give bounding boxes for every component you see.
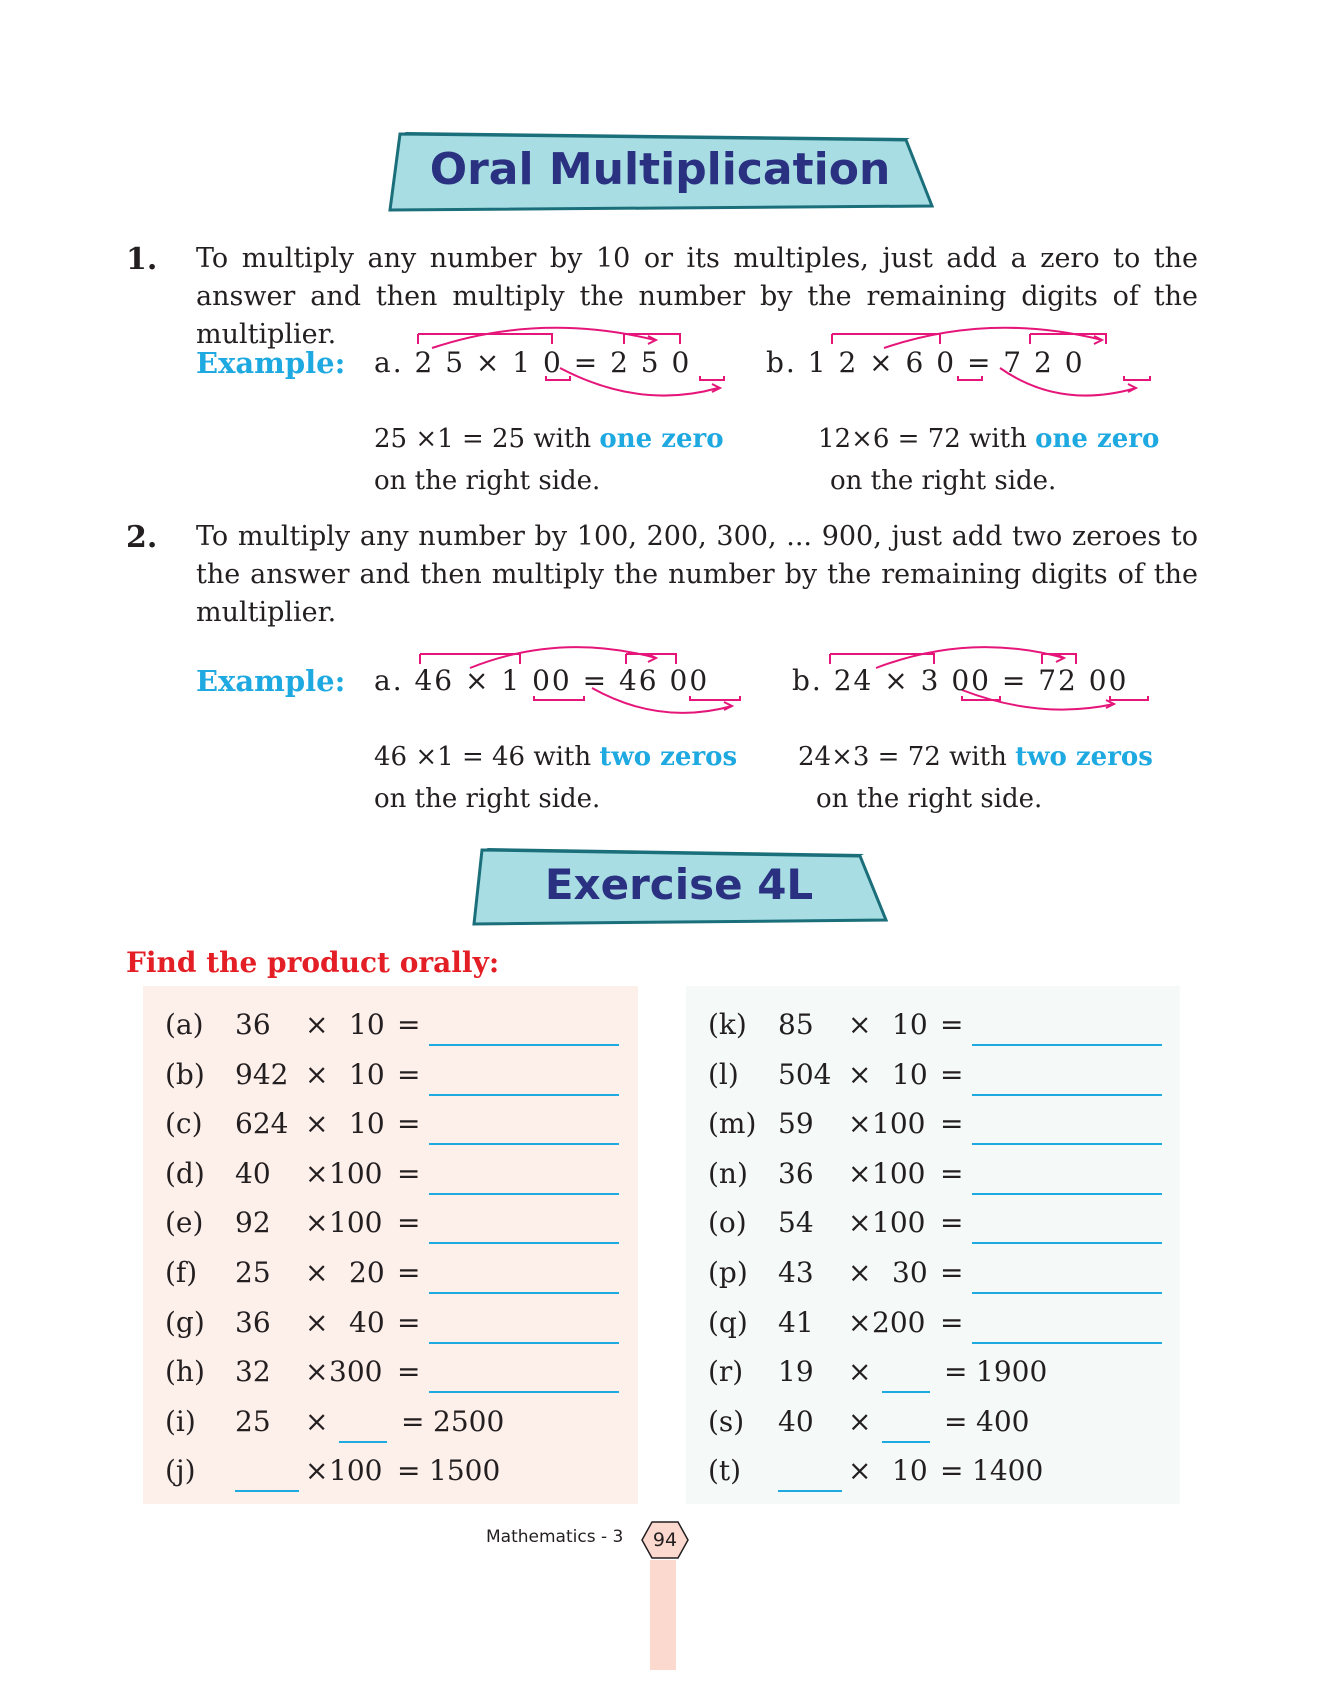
example-2b-expression: b. 24 × 3 00 = 72 00 — [792, 664, 1129, 697]
example-2a-expression: a. 46 × 1 00 = 46 00 — [374, 664, 710, 697]
multiplicand: 59 — [778, 1107, 814, 1141]
times-sign: × — [848, 1256, 872, 1289]
question-row — [686, 1151, 1166, 1201]
equals-sign: = — [940, 1008, 964, 1041]
question-label: (f) — [165, 1256, 198, 1289]
times-sign: × — [848, 1156, 872, 1190]
note-text: 46 ×1 = 46 with — [374, 742, 600, 772]
equals-sign: = — [940, 1305, 964, 1339]
times-sign: × — [305, 1404, 329, 1438]
note-highlight: one zero — [599, 424, 724, 454]
answer-blank[interactable] — [972, 1143, 1162, 1145]
question-row — [143, 1300, 623, 1350]
equals-sign: = — [401, 1404, 425, 1438]
multiplicand: 25 — [235, 1404, 271, 1438]
exercise-instruction: Find the product orally: — [126, 946, 500, 979]
rule-2-number: 2. — [126, 520, 158, 555]
question-row — [686, 1300, 1166, 1350]
times-sign: × — [305, 1008, 329, 1041]
times-sign: × — [305, 1107, 329, 1141]
multiplier: 10 — [892, 1057, 928, 1091]
exercise-title: Exercise 4L — [544, 860, 814, 909]
multiplicand: 85 — [778, 1008, 814, 1041]
multiplicand: 942 — [235, 1057, 289, 1091]
question-label: (o) — [708, 1206, 747, 1240]
question-label: (i) — [165, 1404, 196, 1438]
question-label: (k) — [708, 1008, 747, 1041]
answer-blank[interactable] — [972, 1342, 1162, 1344]
note-text: on the right side. — [374, 784, 601, 814]
question-label: (h) — [165, 1355, 205, 1389]
multiplier-blank[interactable] — [882, 1441, 930, 1443]
multiplicand: 624 — [235, 1107, 289, 1141]
equals-sign: = — [397, 1305, 421, 1339]
question-label: (j) — [165, 1454, 196, 1488]
question-row — [143, 1151, 623, 1201]
rule-1-number: 1. — [126, 242, 158, 277]
equals-sign: = — [944, 1355, 968, 1389]
question-label: (t) — [708, 1454, 742, 1488]
answer-blank[interactable] — [972, 1292, 1162, 1294]
multiplicand: 43 — [778, 1256, 814, 1289]
multiplier: 100 — [872, 1107, 926, 1141]
multiplier: 10 — [349, 1107, 385, 1141]
answer-blank[interactable] — [429, 1242, 619, 1244]
rule-2-text — [196, 518, 1198, 632]
times-sign: × — [305, 1454, 329, 1488]
example-1b-note — [818, 418, 1159, 502]
answer-blank[interactable] — [429, 1044, 619, 1046]
times-sign: × — [305, 1355, 329, 1389]
multiplier-blank[interactable] — [339, 1441, 387, 1443]
answer-blank[interactable] — [429, 1342, 619, 1344]
multiplicand: 32 — [235, 1355, 271, 1389]
multiplier: 10 — [892, 1008, 928, 1041]
question-row — [686, 1200, 1166, 1250]
note-text: on the right side. — [816, 784, 1043, 814]
times-sign: × — [848, 1355, 872, 1389]
question-row — [143, 1052, 623, 1102]
answer-blank[interactable] — [429, 1292, 619, 1294]
question-row — [686, 1101, 1166, 1151]
times-sign: × — [848, 1206, 872, 1240]
note-text: 24×3 = 72 with — [798, 742, 1016, 772]
question-label: (n) — [708, 1156, 748, 1190]
multiplier: 100 — [329, 1156, 383, 1190]
question-label: (q) — [708, 1305, 748, 1339]
given-answer: 2500 — [433, 1404, 505, 1438]
multiplier: 10 — [349, 1008, 385, 1041]
question-label: (l) — [708, 1057, 739, 1091]
times-sign: × — [305, 1256, 329, 1289]
answer-blank[interactable] — [972, 1193, 1162, 1195]
question-row — [143, 1399, 623, 1449]
multiplier: 10 — [892, 1454, 928, 1488]
question-row — [143, 1002, 623, 1052]
multiplicand: 41 — [778, 1305, 814, 1339]
exercise-banner — [470, 846, 888, 928]
equals-sign: = — [397, 1206, 421, 1240]
example-1a-expression: a. 2 5 × 1 0 = 2 5 0 — [374, 346, 692, 379]
equals-sign: = — [397, 1355, 421, 1389]
page-title: Oral Multiplication — [429, 144, 891, 195]
times-sign: × — [848, 1305, 872, 1339]
note-highlight: two zeros — [599, 742, 738, 772]
question-label: (c) — [165, 1107, 203, 1141]
multiplier: 200 — [872, 1305, 926, 1339]
question-row — [143, 1200, 623, 1250]
note-text: on the right side. — [830, 466, 1057, 496]
example-1b-expression: b. 1 2 × 6 0 = 7 2 0 — [766, 346, 1085, 379]
equals-sign: = — [940, 1206, 964, 1240]
question-row — [143, 1349, 623, 1399]
example-2b-note — [798, 736, 1153, 820]
multiplicand-blank[interactable] — [235, 1490, 299, 1492]
page-strip — [650, 1560, 676, 1670]
footer-book-title: Mathematics - 3 — [486, 1527, 624, 1547]
question-label: (r) — [708, 1355, 744, 1389]
multiplicand: 504 — [778, 1057, 832, 1091]
answer-blank[interactable] — [429, 1391, 619, 1393]
times-sign: × — [848, 1107, 872, 1141]
multiplicand: 36 — [235, 1305, 271, 1339]
example-2-label: Example: — [196, 664, 346, 698]
equals-sign: = — [944, 1404, 968, 1438]
note-highlight: one zero — [1035, 424, 1160, 454]
multiplier-blank[interactable] — [882, 1391, 930, 1393]
times-sign: × — [848, 1454, 872, 1488]
multiplier: 100 — [872, 1156, 926, 1190]
question-label: (s) — [708, 1404, 745, 1438]
rule-2-paragraph: To multiply any number by 100, 200, 300, ... 900, just add two zeroes to the answer and then multiply the number by the remaining digits of the multiplier. — [196, 521, 1198, 628]
multiplicand: 19 — [778, 1355, 814, 1389]
times-sign: × — [305, 1305, 329, 1339]
equals-sign: = — [397, 1256, 421, 1289]
note-text: 12×6 = 72 with — [818, 424, 1036, 454]
multiplier: 100 — [872, 1206, 926, 1240]
equals-sign: = — [940, 1107, 964, 1141]
equals-sign: = — [940, 1256, 964, 1289]
example-1-label: Example: — [196, 346, 346, 380]
title-banner — [386, 130, 934, 214]
note-highlight: two zeros — [1015, 742, 1153, 772]
equals-sign: = — [397, 1156, 421, 1190]
answer-blank[interactable] — [972, 1094, 1162, 1096]
given-answer: 1900 — [976, 1355, 1048, 1389]
page-number-badge — [640, 1520, 690, 1560]
times-sign: × — [305, 1057, 329, 1091]
question-row — [143, 1448, 623, 1498]
times-sign: × — [305, 1206, 329, 1240]
example-2a-note — [374, 736, 737, 820]
answer-blank[interactable] — [972, 1044, 1162, 1046]
question-row — [143, 1101, 623, 1151]
equals-sign: = — [940, 1454, 964, 1488]
multiplier: 10 — [349, 1057, 385, 1091]
given-answer: 1500 — [429, 1454, 501, 1488]
multiplier: 100 — [329, 1454, 383, 1488]
equals-sign: = — [397, 1107, 421, 1141]
question-label: (b) — [165, 1057, 205, 1091]
question-row — [686, 1002, 1166, 1052]
multiplier: 300 — [329, 1355, 383, 1389]
question-row — [686, 1052, 1166, 1102]
times-sign: × — [848, 1057, 872, 1091]
rule-1-paragraph: To multiply any number by 10 or its multiples, just add a zero to the answer and then multiply the number by the remaining digits of the multiplier. — [196, 243, 1198, 350]
times-sign: × — [848, 1008, 872, 1041]
equals-sign: = — [397, 1454, 421, 1488]
given-answer: 400 — [976, 1404, 1030, 1438]
example-1a-note — [374, 418, 724, 502]
question-label: (m) — [708, 1107, 757, 1141]
equals-sign: = — [940, 1057, 964, 1091]
equals-sign: = — [397, 1057, 421, 1091]
question-row — [143, 1250, 623, 1300]
answer-blank[interactable] — [429, 1143, 619, 1145]
question-label: (g) — [165, 1305, 205, 1339]
answer-blank[interactable] — [429, 1094, 619, 1096]
multiplier: 20 — [349, 1256, 385, 1289]
question-label: (a) — [165, 1008, 204, 1041]
multiplicand: 92 — [235, 1206, 271, 1240]
answer-blank[interactable] — [429, 1193, 619, 1195]
given-answer: 1400 — [972, 1454, 1044, 1488]
page-number: 94 — [652, 1529, 678, 1551]
answer-blank[interactable] — [972, 1242, 1162, 1244]
question-row — [686, 1399, 1166, 1449]
question-row — [686, 1349, 1166, 1399]
question-row — [686, 1448, 1166, 1498]
multiplicand: 40 — [778, 1404, 814, 1438]
multiplicand-blank[interactable] — [778, 1490, 842, 1492]
multiplier: 100 — [329, 1206, 383, 1240]
equals-sign: = — [940, 1156, 964, 1190]
multiplicand: 40 — [235, 1156, 271, 1190]
multiplier: 40 — [349, 1305, 385, 1339]
equals-sign: = — [397, 1008, 421, 1041]
multiplier: 30 — [892, 1256, 928, 1289]
question-label: (d) — [165, 1156, 205, 1190]
question-label: (e) — [165, 1206, 204, 1240]
times-sign: × — [305, 1156, 329, 1190]
multiplicand: 36 — [778, 1156, 814, 1190]
question-label: (p) — [708, 1256, 748, 1289]
note-text: 25 ×1 = 25 with — [374, 424, 600, 454]
note-text: on the right side. — [374, 466, 601, 496]
multiplicand: 54 — [778, 1206, 814, 1240]
multiplicand: 25 — [235, 1256, 271, 1289]
question-row — [686, 1250, 1166, 1300]
times-sign: × — [848, 1404, 872, 1438]
multiplicand: 36 — [235, 1008, 271, 1041]
